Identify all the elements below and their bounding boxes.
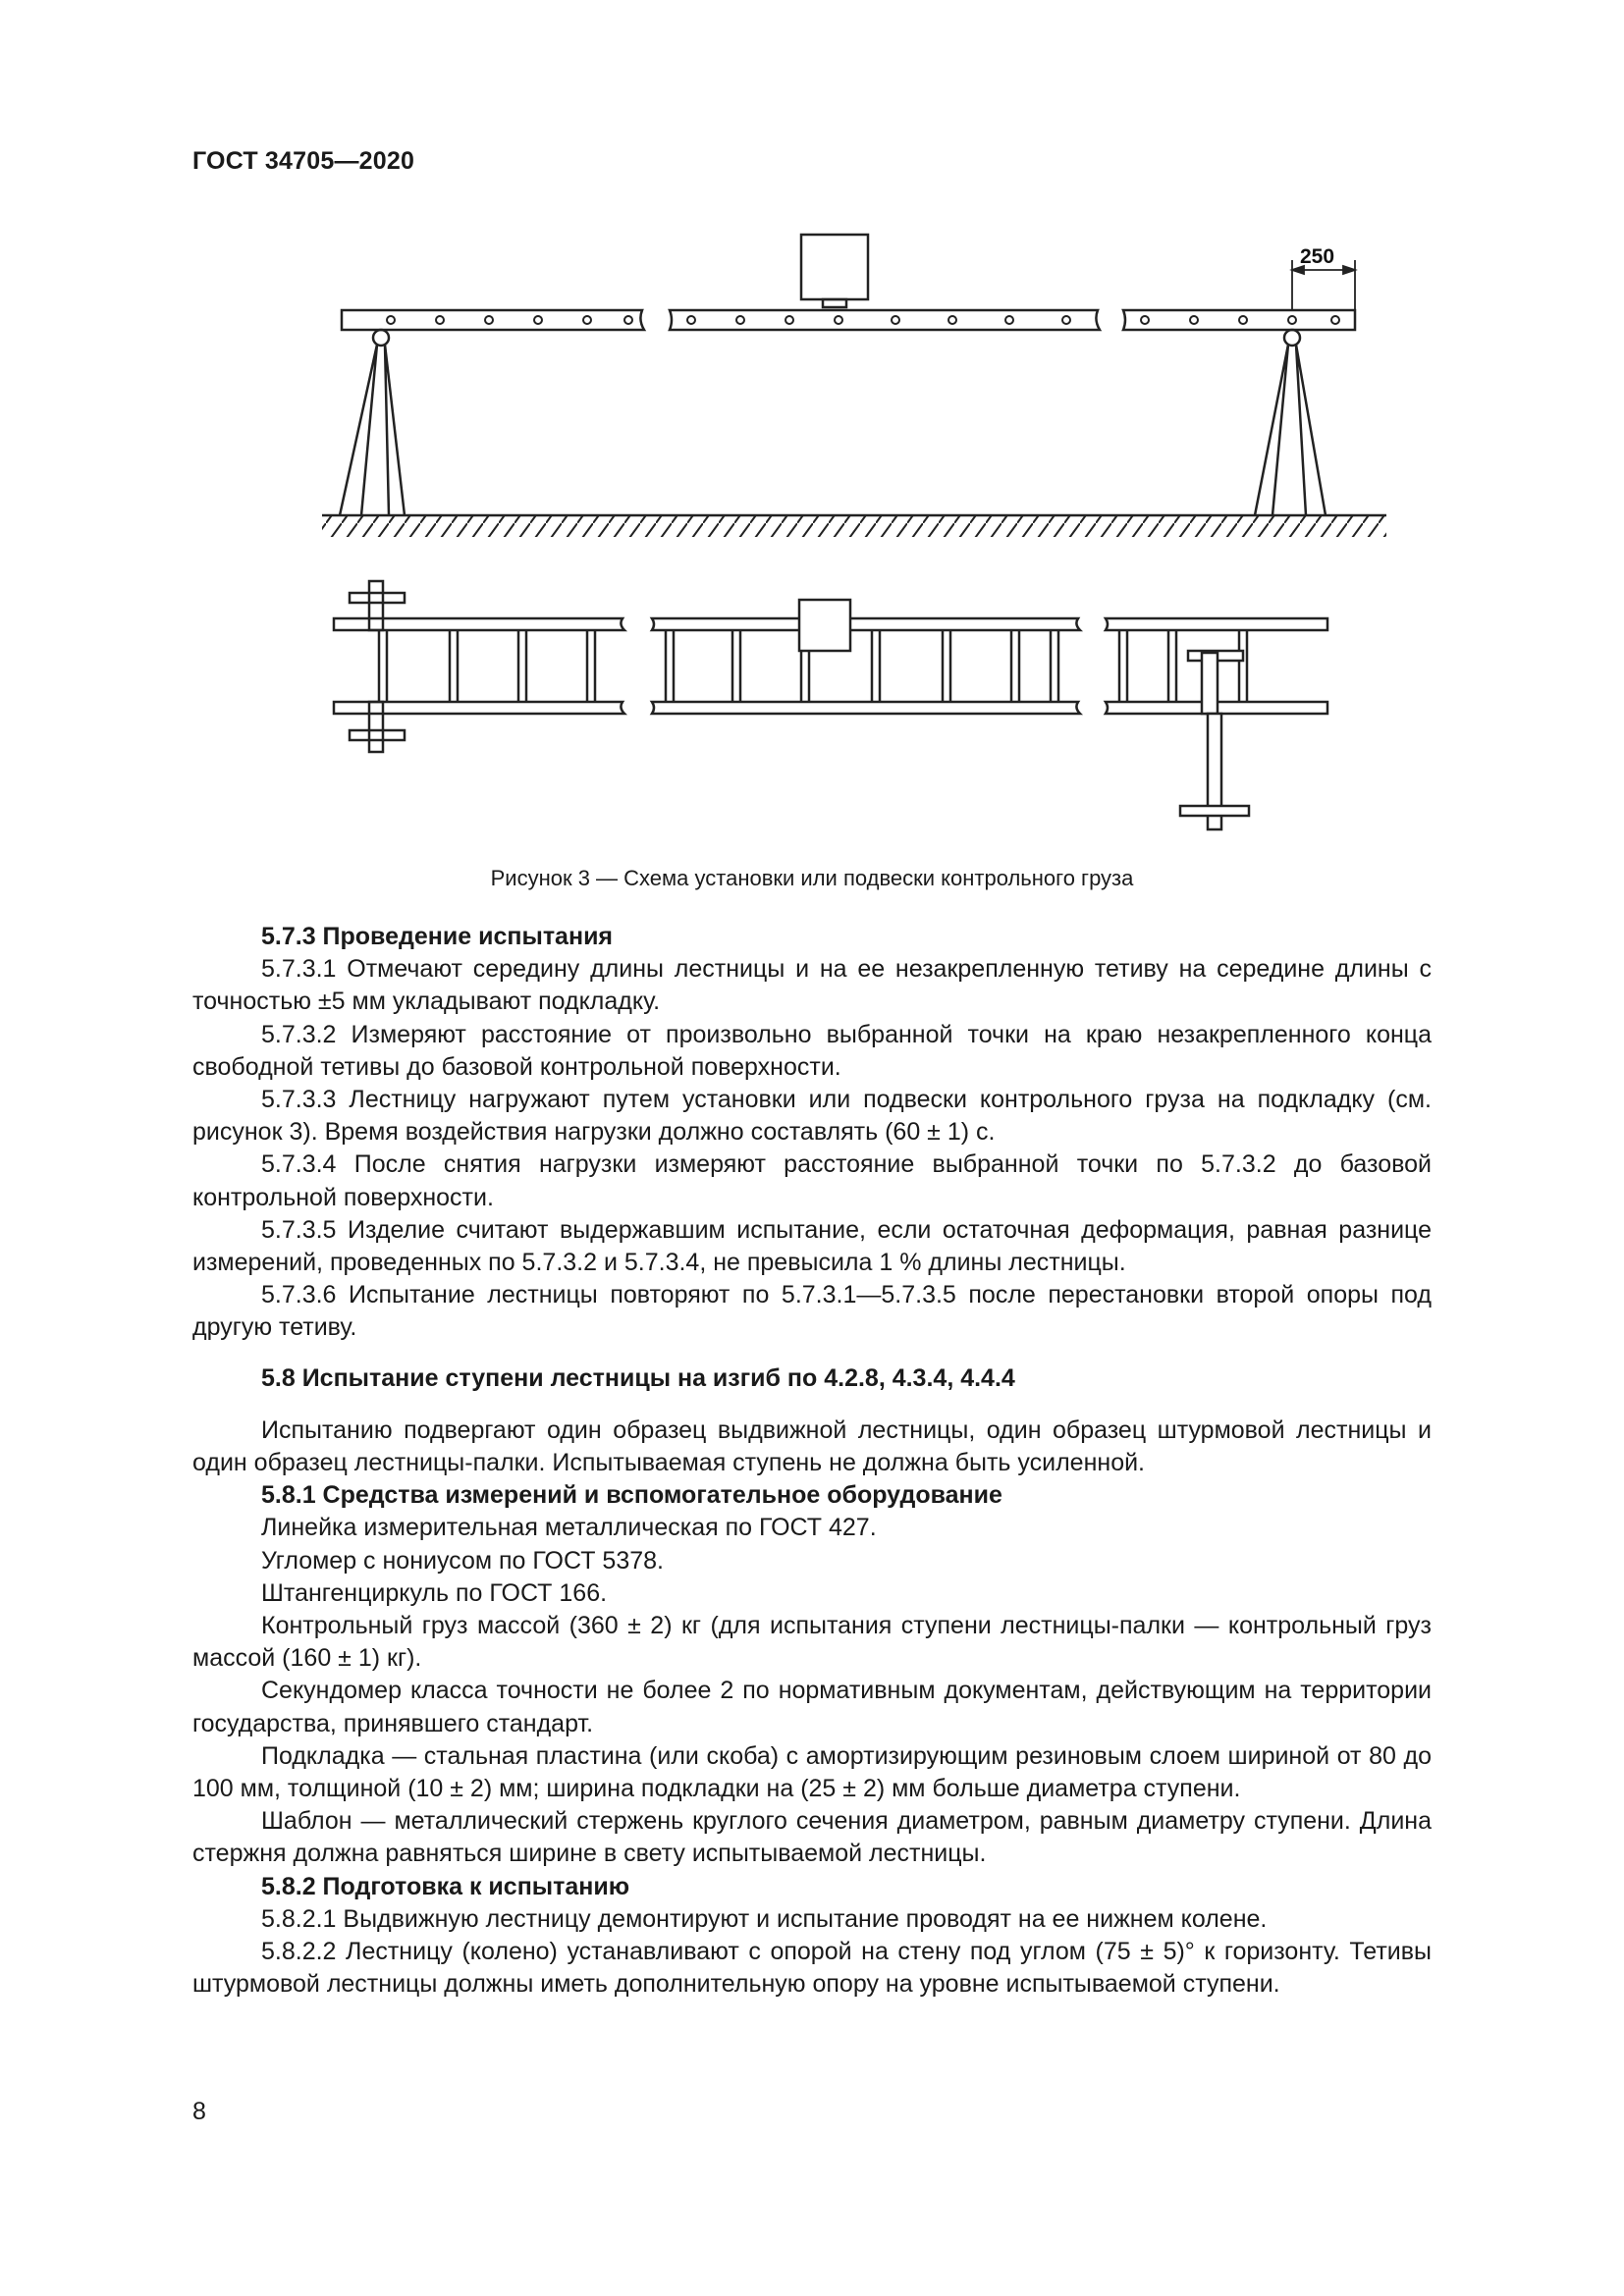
- paragraph-5-7-3-5: 5.7.3.5 Изделие считают выдержавшим испытание, если остаточная деформация, равная разнице измерений, проведенных по 5.7.3.2 и 5.7.3.4, не превысила 1 % длины лестницы.: [192, 1215, 1432, 1277]
- section-heading-5-8-1: 5.8.1 Средства измерений и вспомогательное оборудование: [261, 1481, 1002, 1510]
- left-support-pivot: [373, 330, 389, 346]
- figure-caption: Рисунок 3 — Схема установки или подвески контрольного груза: [490, 866, 1134, 890]
- ladder-beam-segment-2: [670, 310, 1100, 330]
- paragraph-5-7-3-2: 5.7.3.2 Измеряют расстояние от произвольно выбранной точки на краю незакрепленного конца свободной тетивы до базовой контрольной поверхности.: [192, 1020, 1432, 1081]
- paragraph-5-7-3-1: 5.7.3.1 Отмечают середину длины лестницы и на ее незакрепленную тетиву на середине длины с точностью ±5 мм укладывают подкладку.: [192, 955, 1432, 1016]
- paragraph-pad: Подкладка — стальная пластина (или скоба) с амортизирующим резиновым слоем шириной от 80 до 100 мм, толщиной (10 ± 2) мм; ширина подкладки на (25 ± 2) мм больше диаметра ступени.: [192, 1741, 1432, 1803]
- dimension-label: 250: [1300, 245, 1335, 268]
- paragraph-5-8-2-1: 5.8.2.1 Выдвижную лестницу демонтируют и испытание проводят на ее нижнем колене.: [261, 1904, 1268, 1933]
- rung-holes: [387, 316, 1339, 324]
- paragraph-5-7-3-6: 5.7.3.6 Испытание лестницы повторяют по 5.7.3.1—5.7.3.5 после перестановки второй опоры под другую тетиву.: [192, 1281, 1432, 1342]
- paragraph-caliper: Штангенциркуль по ГОСТ 166.: [261, 1578, 608, 1607]
- body-text: [192, 921, 1432, 2002]
- paragraph-ruler: Линейка измерительная металлическая по ГОСТ 427.: [261, 1514, 877, 1542]
- paragraph-template: Шаблон — металлический стержень круглого сечения диаметром, равным диаметру ступени. Длина стержня должна равняться ширине в свету испытываемой лестницы.: [192, 1807, 1432, 1868]
- section-heading-5-7-3: 5.7.3 Проведение испытания: [261, 923, 614, 950]
- paragraph-protractor: Угломер с нониусом по ГОСТ 5378.: [261, 1546, 664, 1575]
- right-support-legs: [1255, 345, 1326, 515]
- paragraph-control-weight: Контрольный груз массой (360 ± 2) кг (для испытания ступени лестницы-палки — контрольный груз массой (160 ± 1) кг).: [192, 1612, 1432, 1673]
- right-support-pivot: [1284, 330, 1300, 346]
- paragraph-5-7-3-3: 5.7.3.3 Лестницу нагружают путем установки или подвески контрольного груза на подкладку (см. рисунок 3). Время воздействия нагрузки должно составлять (60 ± 1) с.: [192, 1086, 1432, 1147]
- figure-3-diagram: [295, 221, 1434, 849]
- control-weight-box: [801, 235, 868, 299]
- paragraph-5-8-intro: Испытанию подвергают один образец выдвижной лестницы, один образец штурмовой лестницы и один образец лестницы-палки. Испытываемая ступень не должна быть усиленной.: [192, 1415, 1432, 1477]
- page-number: 8: [192, 2098, 206, 2125]
- section-heading-5-8-2: 5.8.2 Подготовка к испытанию: [261, 1872, 630, 1900]
- document-code: ГОСТ 34705—2020: [192, 147, 415, 175]
- paragraph-5-8-2-2: 5.8.2.2 Лестницу (колено) устанавливают с опорой на стену под углом (75 ± 5)° к горизонту. Тетивы штурмовой лестницы должны иметь дополнительную опору на уровне испытываемой ступени.: [192, 1938, 1432, 1999]
- paragraph-stopwatch: Секундомер класса точности не более 2 по нормативным документам, действующим на территории государства, принявшего стандарт.: [192, 1677, 1432, 1737]
- ladder-load-scheme: [295, 221, 1434, 849]
- control-weight-top-view: [799, 600, 850, 651]
- left-support-legs: [340, 345, 405, 515]
- paragraph-5-7-3-4: 5.7.3.4 После снятия нагрузки измеряют расстояние выбранной точки по 5.7.3.2 до базовой контрольной поверхности.: [192, 1150, 1432, 1211]
- section-heading-5-8: 5.8 Испытание ступени лестницы на изгиб по 4.2.8, 4.3.4, 4.4.4: [261, 1363, 1015, 1392]
